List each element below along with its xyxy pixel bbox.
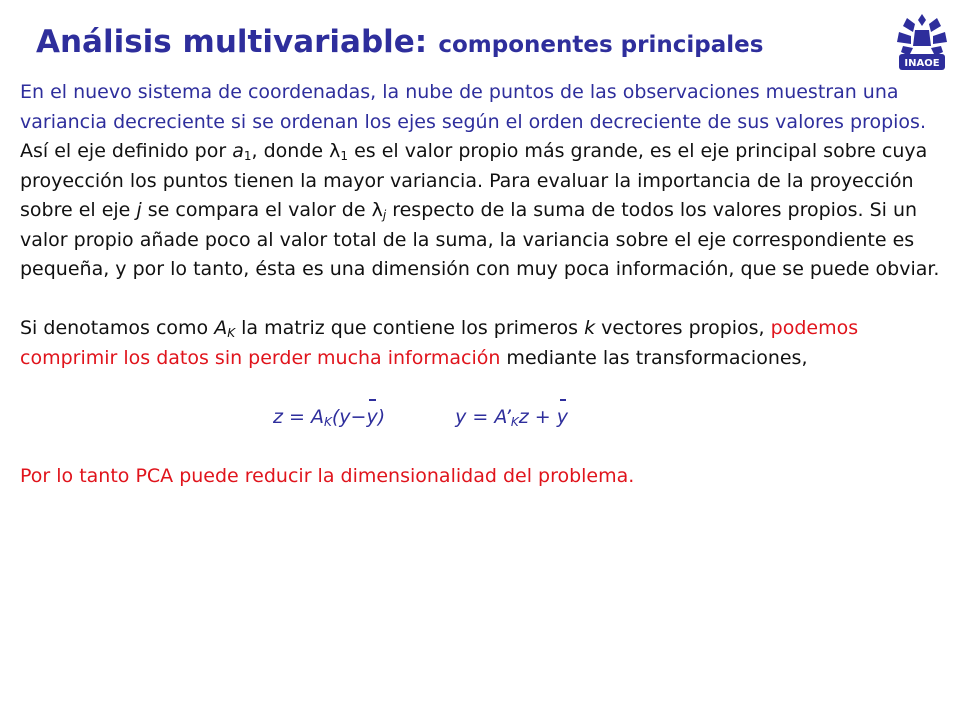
- transformation-formulas: [20, 403, 940, 433]
- symbol-k: k: [584, 317, 596, 339]
- logo-text: INAOE: [904, 58, 940, 69]
- symbol-A: A: [214, 317, 228, 339]
- formula-inverse: $y = A’_Kz + y$: [455, 403, 568, 433]
- symbol-j: j: [136, 199, 142, 221]
- y-bar-2: y: [557, 403, 568, 433]
- slide-title: [36, 22, 763, 60]
- symbol-a: a: [232, 140, 244, 162]
- inaoe-logo-icon: [893, 10, 951, 74]
- conclusion-text: Por lo tanto PCA puede reducir la dimensionalidad del problema.: [20, 464, 635, 487]
- paragraph-eigen-explanation: En el nuevo sistema de coordenadas, la nube de puntos de las observaciones muestran una variancia decreciente si se ordenan los ejes según el orden decreciente de sus valores propios. Así el eje definido por $a_1$, donde $\lambda_1$ es el valor propio más grande, es el eje principal sobre cuya proyección los puntos tienen la mayor variancia. Para evaluar la importancia de la proyección sobre el eje j se compara el valor de $\lambda_j$ respecto de la suma de todos los valores propios. Si un valor propio añade poco al valor total de la suma, la variancia sobre el eje correspondiente es pequeña, y por lo tanto, ésta es una dimensión con muy poca información, que se puede obviar.: [20, 81, 940, 280]
- symbol-lambda-j: λ: [371, 199, 383, 221]
- title-main: Análisis multivariable:: [36, 24, 428, 60]
- title-sub: componentes principales: [438, 32, 764, 58]
- highlight-red-text: podemos comprimir los datos sin perder mucha información: [20, 317, 859, 369]
- paragraph-compression: Si denotamos como $A_K$ la matriz que contiene los primeros k vectores propios, podemos comprimir los datos sin perder mucha información mediante las transformaciones,: [20, 317, 859, 369]
- slide-body: [20, 78, 940, 491]
- formula-forward: $z = A_K(y-y)$: [273, 406, 385, 428]
- highlight-blue-text: En el nuevo sistema de coordenadas, la nube de puntos de las observaciones muestran una variancia decreciente si se ordenan los ejes según el orden decreciente de sus valores propios.: [20, 81, 926, 133]
- symbol-lambda-1: λ: [329, 140, 341, 162]
- y-bar: y: [366, 403, 377, 433]
